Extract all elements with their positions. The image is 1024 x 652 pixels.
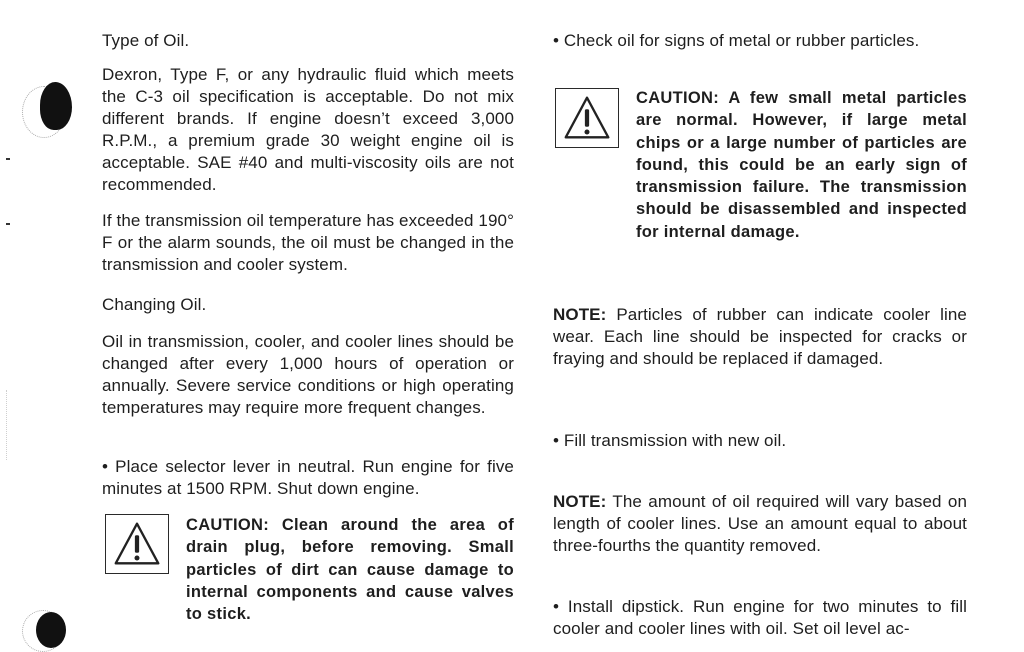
heading-changing-oil: Changing Oil. (102, 295, 207, 314)
note-text: Particles of rubber can indicate cooler line wear. Each line should be inspected for cracks or fraying and should be replaced if damaged. (553, 305, 967, 368)
margin-mark (6, 158, 10, 160)
note-rubber-particles (553, 304, 967, 370)
caution-metal-particles: CAUTION: A few small metal particles are normal. However, if large metal chips or a large number of particles are found, this could be an early sign of transmission failure. The transmission should be disassembled and inspected for internal damage. (636, 89, 967, 241)
note-label: NOTE: (553, 305, 607, 324)
bullet-check-particles: • Check oil for signs of metal or rubber particles. (553, 31, 920, 50)
bullet-fill-transmission: • Fill transmission with new oil. (553, 431, 787, 450)
paragraph-temperature: If the transmission oil temperature has exceeded 190° F or the alarm sounds, the oil must be changed in the transmission and cooler system. (102, 211, 514, 274)
paragraph-dexron: Dexron, Type F, or any hydraulic fluid which meets the C-3 oil specification is acceptable. Do not mix different brands. If engine doesn’t exceed 3,000 R.P.M., a premium grade 30 weight engine oil is acceptable. SAE #40 and multi-viscosity oils are not recommended. (102, 65, 514, 194)
warning-triangle-icon (555, 88, 619, 148)
margin-mark (6, 223, 10, 225)
scan-edge-line (6, 390, 8, 460)
scan-artifact-blob-bottom (36, 612, 66, 648)
heading-type-of-oil: Type of Oil. (102, 31, 190, 50)
note-label: NOTE: (553, 492, 607, 511)
paragraph-change-interval: Oil in transmission, cooler, and cooler lines should be changed after every 1,000 hours of operation or annually. Severe service conditions or high operating temperatures may require more frequent changes. (102, 332, 514, 417)
scan-artifact-blob (40, 82, 72, 130)
warning-triangle-icon (105, 514, 169, 574)
note-text: The amount of oil required will vary based on length of cooler lines. Use an amount equal to about three-fourths the quantity removed. (553, 492, 967, 555)
caution-drain-plug: CAUTION: Clean around the area of drain plug, before removing. Small particles of dirt can cause damage to internal components and cause valves to stick. (186, 516, 514, 624)
note-oil-amount (553, 491, 967, 557)
bullet-selector-lever: • Place selector lever in neutral. Run engine for five minutes at 1500 RPM. Shut down engine. (102, 457, 514, 498)
bullet-install-dipstick: • Install dipstick. Run engine for two minutes to fill cooler and cooler lines with oil. Set oil level ac- (553, 597, 967, 638)
